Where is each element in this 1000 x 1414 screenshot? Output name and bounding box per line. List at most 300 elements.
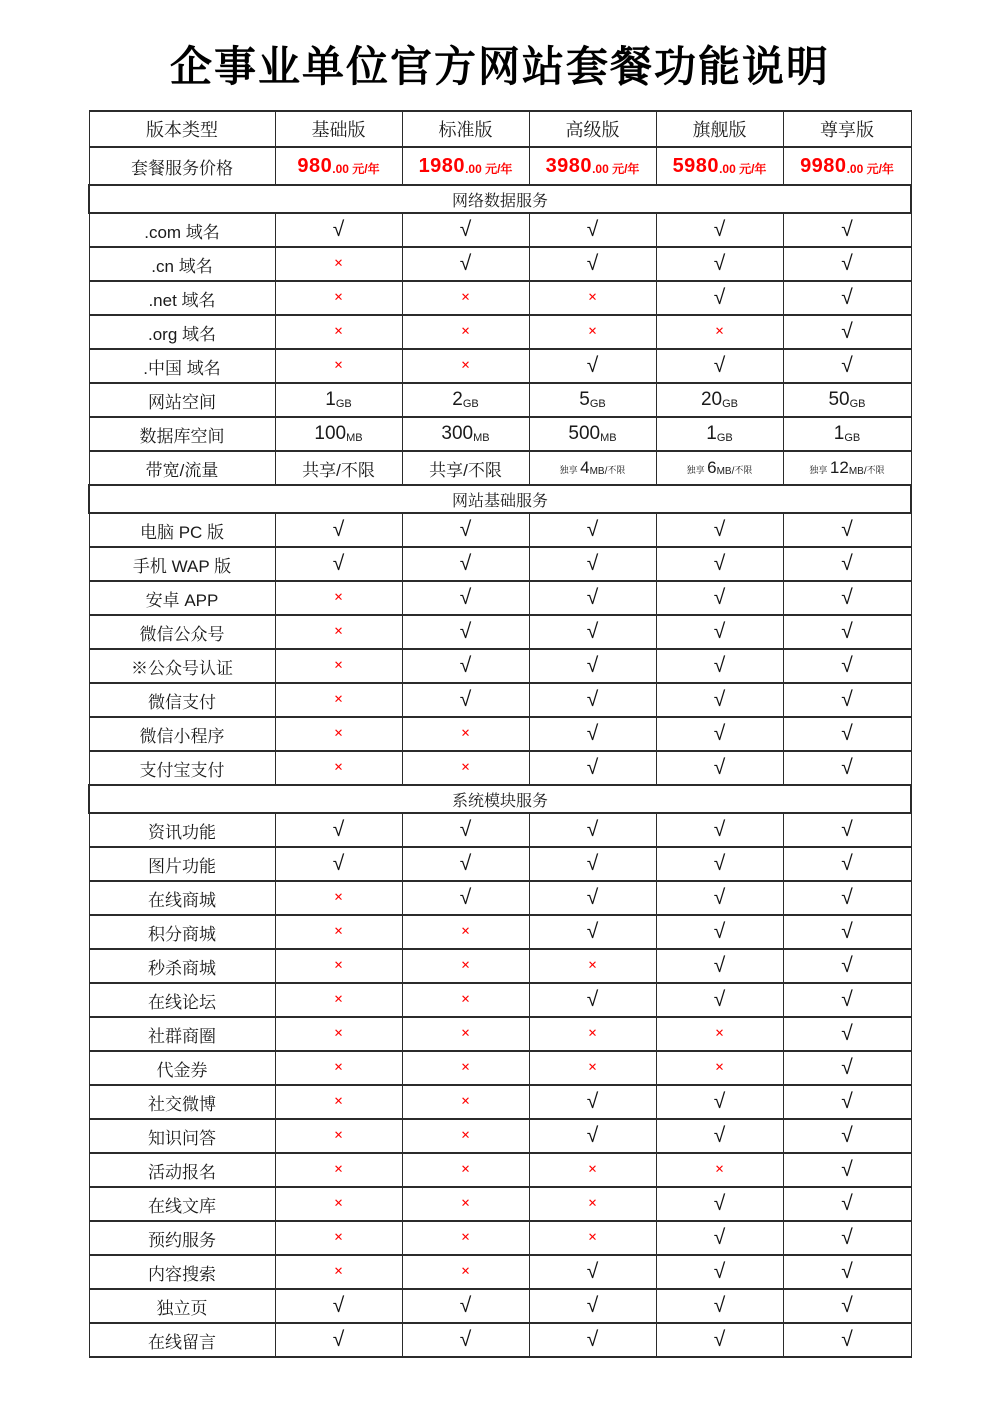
feature-cell — [783, 1051, 911, 1085]
feature-cell — [656, 915, 783, 949]
cell-unit: MB — [346, 432, 363, 444]
feature-cell — [783, 649, 911, 683]
feature-cell — [529, 717, 656, 751]
page-title: 企事业单位官方网站套餐功能说明 — [169, 45, 830, 91]
feature-cell — [402, 1017, 529, 1051]
check-icon: √ — [841, 620, 853, 643]
feature-cell — [402, 213, 529, 247]
check-icon: √ — [586, 688, 599, 711]
feature-cell — [529, 281, 656, 315]
feature-cell — [402, 1255, 529, 1289]
check-icon: √ — [459, 586, 472, 609]
feature-cell — [656, 881, 783, 915]
feature-cell — [275, 983, 402, 1017]
feature-cell — [656, 349, 783, 383]
cell-suffix: 不限 — [607, 465, 626, 475]
feature-cell — [656, 581, 783, 615]
check-icon: √ — [841, 1022, 853, 1045]
feature-cell — [402, 813, 529, 847]
cross-icon: × — [333, 691, 344, 708]
check-icon: √ — [841, 552, 853, 575]
feature-cell — [275, 847, 402, 881]
feature-cell — [656, 1051, 783, 1085]
feature-cell — [402, 281, 529, 315]
cross-icon: × — [460, 1025, 471, 1042]
cell-text: 共享/不限 — [429, 460, 502, 480]
check-icon: √ — [713, 1124, 726, 1147]
cross-icon: × — [333, 1161, 344, 1178]
feature-cell — [402, 881, 529, 915]
price-cell — [529, 147, 656, 185]
check-icon: √ — [841, 1124, 853, 1147]
feature-cell — [402, 615, 529, 649]
feature-label: .中国 域名 — [89, 349, 275, 383]
feature-cell — [656, 813, 783, 847]
cell-text: 共享/不限 — [302, 460, 375, 480]
check-icon: √ — [586, 886, 599, 909]
check-icon: √ — [713, 218, 726, 241]
cell-unit: MB/ — [589, 466, 608, 477]
feature-cell — [656, 1187, 783, 1221]
check-icon: √ — [841, 586, 853, 609]
feature-cell — [529, 417, 656, 451]
feature-cell — [402, 581, 529, 615]
feature-row — [89, 813, 911, 847]
check-icon: √ — [332, 218, 345, 241]
feature-cell — [275, 1323, 402, 1357]
check-icon: √ — [841, 988, 853, 1011]
cell-suffix: 不限 — [866, 465, 885, 475]
feature-cell — [402, 1221, 529, 1255]
cell-prefix: 独享 — [559, 465, 581, 475]
feature-row — [89, 281, 911, 315]
cross-icon: × — [587, 1025, 598, 1042]
column-header: 标准版 — [402, 111, 529, 147]
feature-label: 预约服务 — [89, 1221, 275, 1255]
feature-cell — [275, 547, 402, 581]
check-icon: √ — [713, 1260, 726, 1283]
cross-icon: × — [587, 1059, 598, 1076]
feature-row — [89, 1017, 911, 1051]
feature-row — [89, 915, 911, 949]
section-title: 网络数据服务 — [89, 185, 911, 213]
check-icon: √ — [713, 1192, 726, 1215]
feature-label: 积分商城 — [89, 915, 275, 949]
check-icon: √ — [841, 852, 853, 875]
cell-unit: GB — [844, 432, 861, 444]
check-icon: √ — [713, 920, 726, 943]
feature-cell — [783, 1221, 911, 1255]
check-icon: √ — [841, 218, 853, 241]
feature-row — [89, 315, 911, 349]
feature-row — [89, 1221, 911, 1255]
check-icon: √ — [459, 518, 472, 541]
check-icon: √ — [713, 1090, 726, 1113]
feature-label: 独立页 — [89, 1289, 275, 1323]
feature-label: 资讯功能 — [89, 813, 275, 847]
feature-cell — [275, 615, 402, 649]
feature-label: 微信公众号 — [89, 615, 275, 649]
feature-cell — [275, 247, 402, 281]
feature-cell — [402, 451, 529, 485]
feature-label: .org 域名 — [89, 315, 275, 349]
feature-row — [89, 213, 911, 247]
check-icon: √ — [586, 1090, 599, 1113]
feature-cell — [656, 717, 783, 751]
feature-cell — [783, 417, 911, 451]
column-header: 高级版 — [529, 111, 656, 147]
cross-icon: × — [714, 1161, 725, 1178]
check-icon: √ — [713, 1294, 726, 1317]
feature-cell — [656, 1119, 783, 1153]
check-icon: √ — [332, 852, 345, 875]
feature-cell — [529, 451, 656, 485]
check-icon: √ — [841, 756, 853, 779]
feature-cell — [402, 315, 529, 349]
feature-cell — [783, 547, 911, 581]
feature-cell — [529, 949, 656, 983]
price-amount: 3980 — [545, 154, 593, 177]
check-icon: √ — [586, 354, 599, 377]
cross-icon: × — [587, 1195, 598, 1212]
cross-icon: × — [460, 1195, 471, 1212]
feature-cell — [783, 949, 911, 983]
feature-row — [89, 247, 911, 281]
feature-cell — [783, 1153, 911, 1187]
cell-value: 4 — [580, 458, 590, 477]
feature-cell — [529, 1017, 656, 1051]
cross-icon: × — [333, 623, 344, 640]
check-icon: √ — [841, 354, 853, 377]
check-icon: √ — [841, 722, 853, 745]
check-icon: √ — [841, 286, 853, 309]
feature-cell — [402, 247, 529, 281]
feature-cell — [783, 1289, 911, 1323]
check-icon: √ — [841, 1192, 853, 1215]
feature-row — [89, 1289, 911, 1323]
feature-cell — [656, 1085, 783, 1119]
feature-cell — [783, 1119, 911, 1153]
check-icon: √ — [841, 688, 853, 711]
check-icon: √ — [586, 1260, 599, 1283]
cross-icon: × — [333, 1229, 344, 1246]
feature-cell — [529, 1255, 656, 1289]
price-decimals-unit: .00 元/年 — [846, 161, 894, 176]
feature-cell — [783, 581, 911, 615]
feature-cell — [275, 949, 402, 983]
check-icon: √ — [459, 886, 472, 909]
feature-cell — [783, 1085, 911, 1119]
cross-icon: × — [587, 1229, 598, 1246]
check-icon: √ — [841, 1226, 853, 1249]
feature-cell — [656, 683, 783, 717]
cell-unit: GB — [462, 398, 479, 410]
price-decimals-unit: .00 元/年 — [465, 161, 513, 176]
cross-icon: × — [333, 357, 344, 374]
feature-row — [89, 881, 911, 915]
cell-unit: MB — [600, 432, 617, 444]
feature-cell — [402, 417, 529, 451]
feature-label: 秒杀商城 — [89, 949, 275, 983]
check-icon: √ — [586, 518, 599, 541]
section-header-row — [89, 785, 911, 813]
feature-cell — [275, 1017, 402, 1051]
feature-cell — [275, 417, 402, 451]
check-icon: √ — [586, 654, 599, 677]
feature-cell — [402, 1085, 529, 1119]
check-icon: √ — [586, 1328, 599, 1351]
cell-unit: GB — [335, 398, 352, 410]
check-icon: √ — [841, 252, 853, 275]
feature-row — [89, 547, 911, 581]
feature-cell — [402, 983, 529, 1017]
cell-value: 5 — [579, 389, 590, 410]
cross-icon: × — [714, 323, 725, 340]
check-icon: √ — [713, 354, 726, 377]
column-header-version-type: 版本类型 — [89, 111, 275, 147]
cross-icon: × — [333, 1059, 344, 1076]
feature-cell — [402, 1187, 529, 1221]
price-amount: 5980 — [672, 154, 720, 177]
column-header: 尊享版 — [783, 111, 911, 147]
cell-value: 20 — [700, 389, 723, 410]
section-header-row — [89, 185, 911, 213]
feature-label: 安卓 APP — [89, 581, 275, 615]
check-icon: √ — [459, 654, 472, 677]
check-icon: √ — [713, 688, 726, 711]
cross-icon: × — [460, 991, 471, 1008]
feature-label: 在线文库 — [89, 1187, 275, 1221]
feature-cell — [402, 847, 529, 881]
feature-cell — [783, 451, 911, 485]
feature-cell — [529, 983, 656, 1017]
feature-cell — [783, 717, 911, 751]
feature-row — [89, 417, 911, 451]
table-header — [89, 111, 911, 147]
cross-icon: × — [460, 289, 471, 306]
cell-value: 2 — [452, 389, 463, 410]
feature-cell — [656, 751, 783, 785]
feature-cell — [275, 881, 402, 915]
feature-cell — [275, 649, 402, 683]
feature-cell — [656, 615, 783, 649]
check-icon: √ — [841, 320, 853, 343]
feature-cell — [783, 281, 911, 315]
feature-cell — [783, 1187, 911, 1221]
feature-cell — [656, 1017, 783, 1051]
cross-icon: × — [333, 589, 344, 606]
feature-row — [89, 1051, 911, 1085]
check-icon: √ — [713, 586, 726, 609]
feature-cell — [275, 383, 402, 417]
cross-icon: × — [460, 1263, 471, 1280]
feature-row — [89, 717, 911, 751]
cross-icon: × — [460, 725, 471, 742]
cross-icon: × — [460, 957, 471, 974]
feature-cell — [402, 349, 529, 383]
cross-icon: × — [333, 1093, 344, 1110]
feature-cell — [275, 717, 402, 751]
cross-icon: × — [460, 1093, 471, 1110]
feature-cell — [529, 813, 656, 847]
feature-label: 在线商城 — [89, 881, 275, 915]
feature-cell — [783, 915, 911, 949]
feature-row — [89, 349, 911, 383]
feature-label: 在线论坛 — [89, 983, 275, 1017]
check-icon: √ — [841, 1328, 853, 1351]
cell-value: 1 — [325, 389, 336, 410]
price-decimals-unit: .00 元/年 — [332, 161, 380, 176]
feature-label: .cn 域名 — [89, 247, 275, 281]
table-body — [89, 147, 911, 1357]
feature-cell — [275, 1119, 402, 1153]
check-icon: √ — [713, 252, 726, 275]
check-icon: √ — [841, 818, 853, 841]
check-icon: √ — [459, 852, 472, 875]
price-cell — [402, 147, 529, 185]
feature-cell — [529, 547, 656, 581]
feature-cell — [656, 1221, 783, 1255]
feature-row — [89, 751, 911, 785]
feature-cell — [402, 1119, 529, 1153]
feature-row — [89, 1153, 911, 1187]
cross-icon: × — [587, 957, 598, 974]
feature-cell — [275, 1255, 402, 1289]
feature-cell — [783, 349, 911, 383]
feature-cell — [656, 315, 783, 349]
feature-cell — [783, 983, 911, 1017]
feature-cell — [529, 1289, 656, 1323]
feature-row — [89, 513, 911, 547]
feature-cell — [275, 751, 402, 785]
check-icon: √ — [713, 654, 726, 677]
cross-icon: × — [333, 889, 344, 906]
feature-row — [89, 451, 911, 485]
cross-icon: × — [333, 323, 344, 340]
feature-label: 图片功能 — [89, 847, 275, 881]
cell-unit: GB — [849, 398, 866, 410]
feature-cell — [529, 915, 656, 949]
cross-icon: × — [460, 357, 471, 374]
check-icon: √ — [713, 620, 726, 643]
check-icon: √ — [586, 818, 599, 841]
feature-cell — [275, 1153, 402, 1187]
feature-cell — [275, 1289, 402, 1323]
check-icon: √ — [713, 552, 726, 575]
price-amount: 1980 — [418, 154, 466, 177]
cell-unit: GB — [722, 398, 739, 410]
feature-cell — [783, 213, 911, 247]
feature-cell — [656, 1289, 783, 1323]
feature-row — [89, 649, 911, 683]
check-icon: √ — [586, 988, 599, 1011]
check-icon: √ — [841, 920, 853, 943]
check-icon: √ — [841, 1294, 853, 1317]
cross-icon: × — [460, 1161, 471, 1178]
check-icon: √ — [586, 218, 599, 241]
feature-cell — [656, 847, 783, 881]
check-icon: √ — [459, 1294, 472, 1317]
feature-row — [89, 1323, 911, 1357]
check-icon: √ — [841, 518, 853, 541]
check-icon: √ — [841, 886, 853, 909]
cell-value: 500 — [568, 423, 601, 444]
feature-cell — [783, 1323, 911, 1357]
feature-row — [89, 949, 911, 983]
check-icon: √ — [841, 1090, 853, 1113]
feature-cell — [783, 813, 911, 847]
price-row — [89, 147, 911, 185]
feature-cell — [656, 1255, 783, 1289]
feature-cell — [529, 581, 656, 615]
price-amount: 9980 — [800, 154, 847, 177]
feature-cell — [402, 751, 529, 785]
feature-label: 代金券 — [89, 1051, 275, 1085]
cross-icon: × — [333, 923, 344, 940]
check-icon: √ — [841, 1158, 853, 1181]
check-icon: √ — [713, 722, 726, 745]
check-icon: √ — [586, 920, 599, 943]
feature-row — [89, 1255, 911, 1289]
column-header: 基础版 — [275, 111, 402, 147]
feature-cell — [529, 383, 656, 417]
check-icon: √ — [841, 1056, 853, 1079]
cross-icon: × — [333, 1195, 344, 1212]
cross-icon: × — [333, 991, 344, 1008]
feature-cell — [275, 915, 402, 949]
feature-cell — [529, 213, 656, 247]
cross-icon: × — [587, 323, 598, 340]
cross-icon: × — [460, 923, 471, 940]
cross-icon: × — [460, 1059, 471, 1076]
feature-cell — [529, 1187, 656, 1221]
cross-icon: × — [460, 759, 471, 776]
feature-cell — [402, 1051, 529, 1085]
feature-cell — [529, 1323, 656, 1357]
check-icon: √ — [841, 954, 853, 977]
cross-icon: × — [333, 1263, 344, 1280]
cell-value: 100 — [314, 423, 347, 444]
feature-cell — [402, 1153, 529, 1187]
feature-cell — [402, 949, 529, 983]
cross-icon: × — [460, 1127, 471, 1144]
check-icon: √ — [586, 1294, 599, 1317]
feature-cell — [656, 213, 783, 247]
feature-cell — [275, 1221, 402, 1255]
check-icon: √ — [586, 586, 599, 609]
feature-cell — [783, 1017, 911, 1051]
price-amount: 980 — [297, 154, 333, 177]
cell-value: 300 — [441, 423, 474, 444]
feature-label: 带宽/流量 — [89, 451, 275, 485]
check-icon: √ — [586, 722, 599, 745]
cell-suffix: 不限 — [734, 465, 753, 475]
feature-cell — [529, 649, 656, 683]
check-icon: √ — [332, 1328, 345, 1351]
check-icon: √ — [841, 1260, 853, 1283]
feature-row — [89, 615, 911, 649]
cross-icon: × — [460, 1229, 471, 1246]
feature-cell — [656, 417, 783, 451]
feature-cell — [656, 1323, 783, 1357]
feature-cell — [783, 1255, 911, 1289]
cross-icon: × — [333, 725, 344, 742]
feature-cell — [783, 315, 911, 349]
cell-value: 12 — [829, 458, 849, 477]
feature-label: 微信支付 — [89, 683, 275, 717]
feature-cell — [402, 683, 529, 717]
feature-row — [89, 983, 911, 1017]
